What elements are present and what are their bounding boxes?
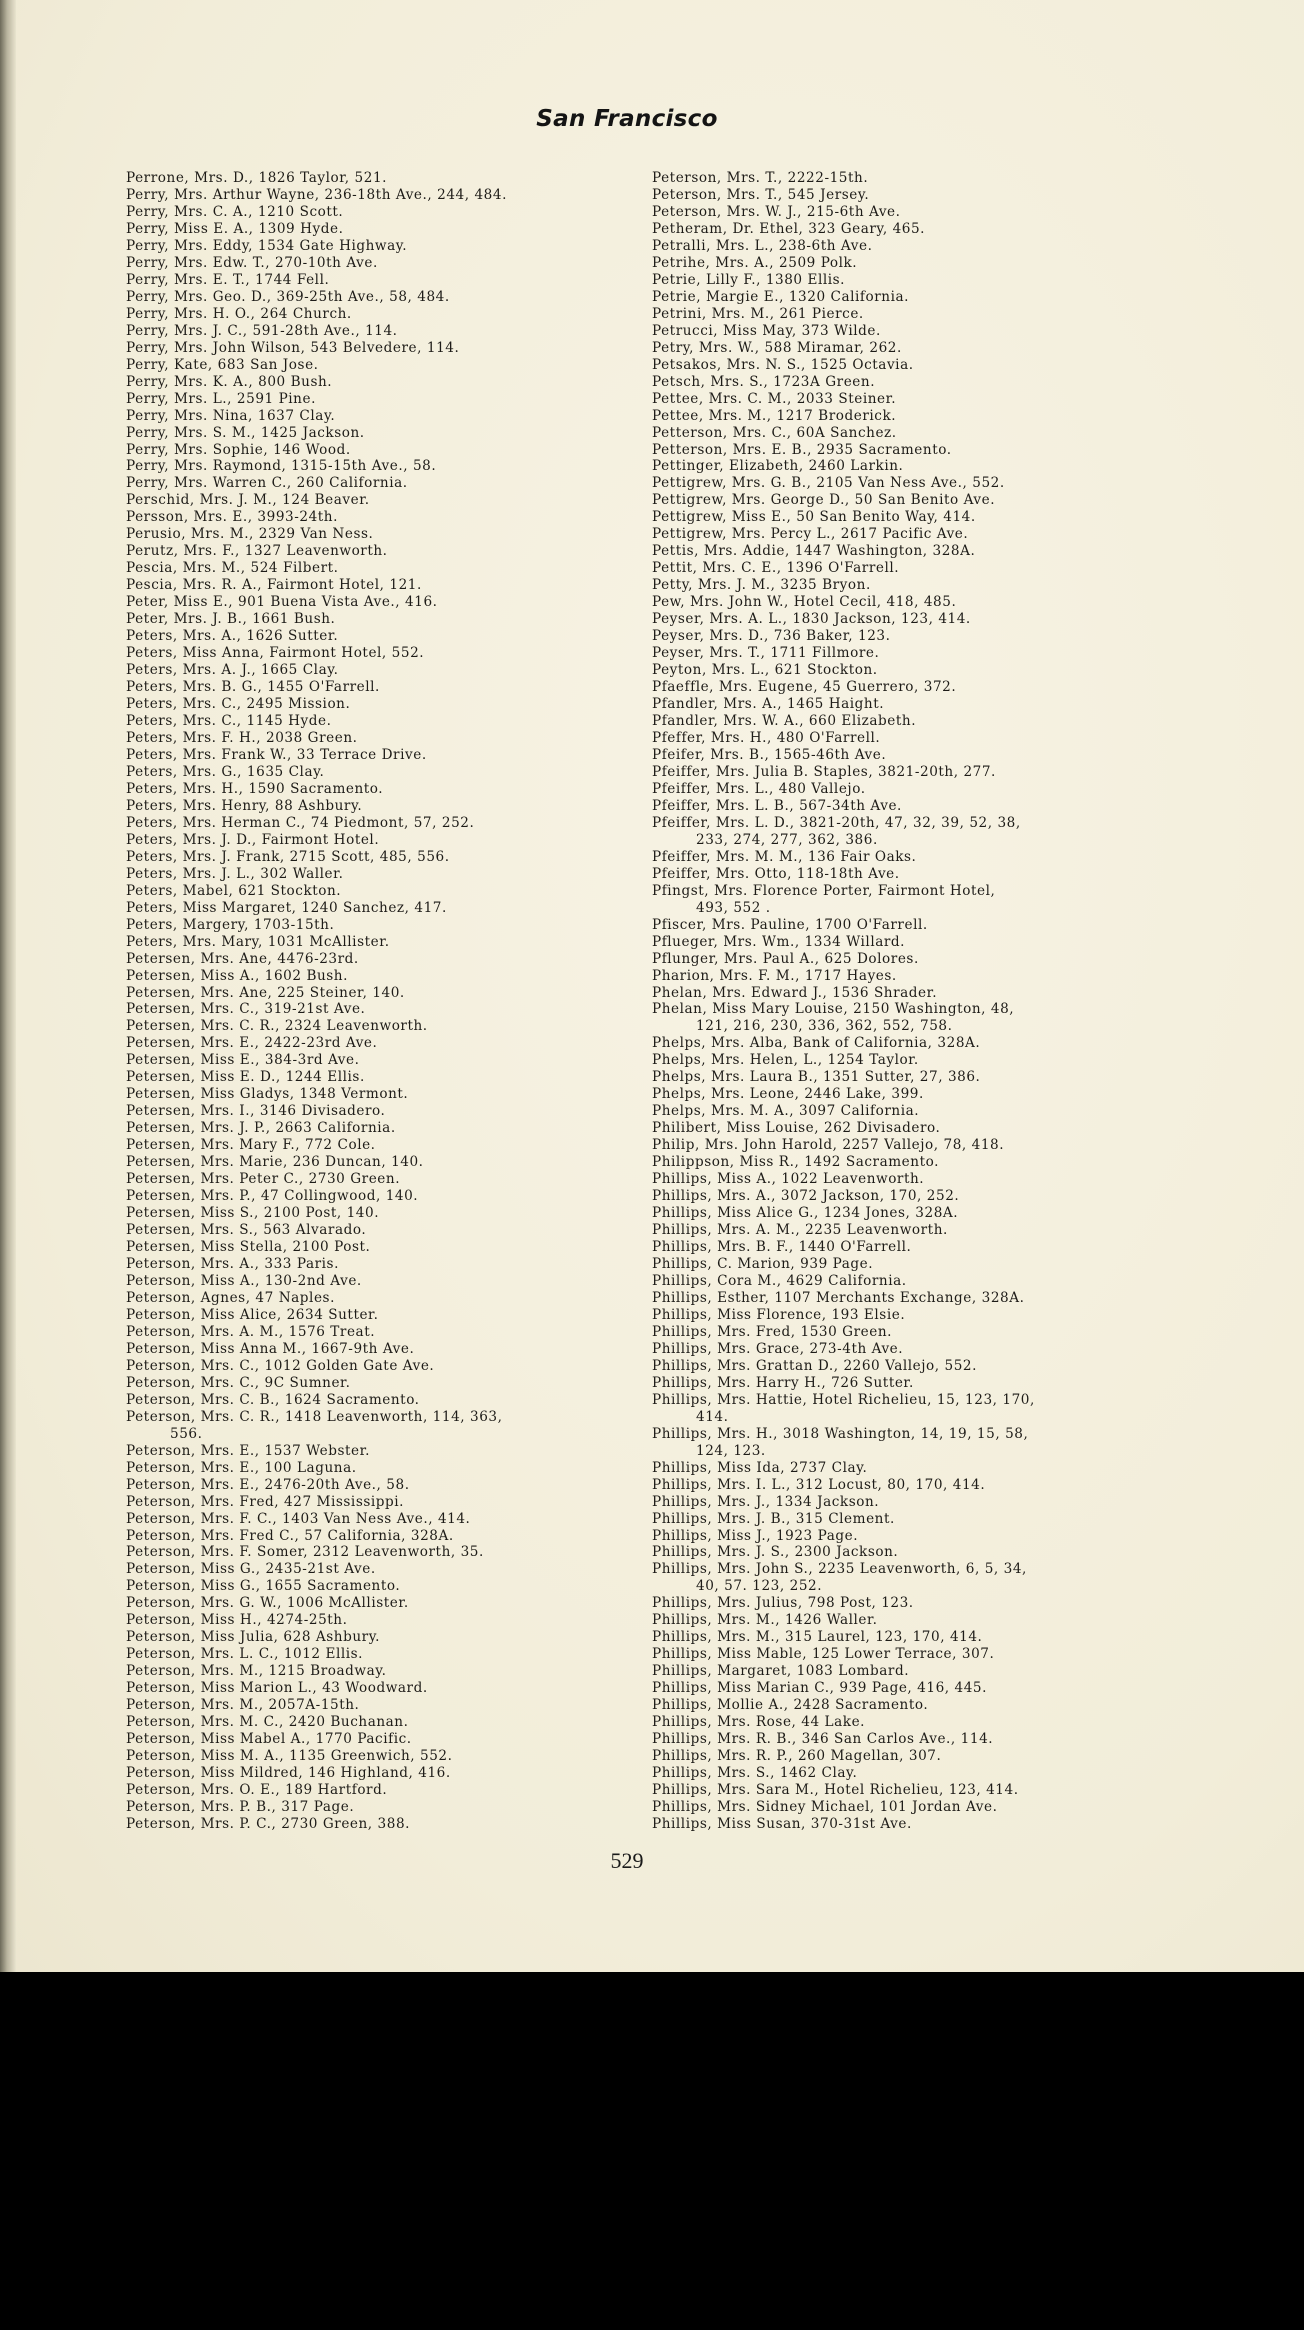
- directory-entry: Phillips, Miss Florence, 193 Elsie.: [652, 1306, 906, 1323]
- directory-entry: Petralli, Mrs. L., 238-6th Ave.: [652, 237, 873, 254]
- directory-entry: Peterson, Miss Anna M., 1667-9th Ave.: [126, 1340, 415, 1357]
- directory-entry: Peterson, Mrs. G. W., 1006 McAllister.: [126, 1595, 409, 1612]
- directory-entry: Perrone, Mrs. D., 1826 Taylor, 521.: [126, 170, 388, 186]
- directory-entry: Phillips, Mollie A., 2428 Sacramento.: [652, 1697, 929, 1714]
- directory-entry: Pettis, Mrs. Addie, 1447 Washington, 328A.: [652, 543, 976, 560]
- directory-entry: Petersen, Mrs. Ane, 225 Steiner, 140.: [126, 984, 405, 1001]
- directory-entry-continuation: 40, 57. 123, 252.: [696, 1578, 823, 1595]
- directory-entry: Phillips, Mrs. J. S., 2300 Jackson.: [652, 1544, 899, 1561]
- directory-entry: Pfeiffer, Mrs. L., 480 Vallejo.: [652, 780, 866, 797]
- directory-entry: Phillips, Mrs. Hattie, Hotel Richelieu, 15, 123, 170,: [652, 1391, 1035, 1408]
- directory-entry: Petersen, Miss A., 1602 Bush.: [126, 967, 348, 984]
- directory-entry: Perry, Mrs. Edw. T., 270-10th Ave.: [126, 254, 378, 271]
- directory-entry: Pettigrew, Miss E., 50 San Benito Way, 414.: [652, 509, 976, 526]
- directory-entry: Philippson, Miss R., 1492 Sacramento.: [652, 1154, 939, 1171]
- directory-entry: Peterson, Mrs. E., 2476-20th Ave., 58.: [126, 1476, 410, 1493]
- directory-entry: Peterson, Miss Alice, 2634 Sutter.: [126, 1306, 379, 1323]
- directory-entry: Pfeiffer, Mrs. Julia B. Staples, 3821-20th, 277.: [652, 763, 996, 780]
- directory-entry: Pfeifer, Mrs. B., 1565-46th Ave.: [652, 746, 887, 763]
- directory-entry: Perry, Mrs. Eddy, 1534 Gate Highway.: [126, 237, 408, 254]
- directory-entry: Perry, Mrs. Nina, 1637 Clay.: [126, 407, 336, 424]
- directory-entry: Pfandler, Mrs. A., 1465 Haight.: [652, 696, 885, 713]
- directory-entry: Pfingst, Mrs. Florence Porter, Fairmont Hotel,: [652, 882, 996, 899]
- directory-entry: Perschid, Mrs. J. M., 124 Beaver.: [126, 492, 370, 509]
- directory-entry: Peters, Mrs. J. Frank, 2715 Scott, 485, 556.: [126, 848, 450, 865]
- directory-entry: Phillips, Mrs. Harry H., 726 Sutter.: [652, 1374, 914, 1391]
- directory-entry: Perry, Kate, 683 San Jose.: [126, 356, 319, 373]
- directory-entry: Perry, Mrs. Warren C., 260 California.: [126, 475, 408, 492]
- directory-entry: Pescia, Mrs. R. A., Fairmont Hotel, 121.: [126, 577, 422, 594]
- directory-entry: Peterson, Miss Mildred, 146 Highland, 416.: [126, 1765, 451, 1782]
- directory-entry: Phillips, Mrs. M., 315 Laurel, 123, 170, 414.: [652, 1629, 983, 1646]
- directory-entry: Perry, Mrs. J. C., 591-28th Ave., 114.: [126, 322, 398, 339]
- directory-entry: Petersen, Mrs. Marie, 236 Duncan, 140.: [126, 1154, 424, 1171]
- directory-entry: Phillips, Mrs. Grattan D., 2260 Vallejo, 552.: [652, 1357, 977, 1374]
- directory-entry: Petrie, Margie E., 1320 California.: [652, 288, 910, 305]
- directory-entry: Pfeiffer, Mrs. M. M., 136 Fair Oaks.: [652, 848, 917, 865]
- directory-entry: Petterson, Mrs. C., 60A Sanchez.: [652, 424, 897, 441]
- directory-entry: Peterson, Mrs. T., 2222-15th.: [652, 170, 869, 186]
- directory-entry: Peters, Mrs. C., 1145 Hyde.: [126, 713, 332, 729]
- directory-entry: Pescia, Mrs. M., 524 Filbert.: [126, 560, 339, 577]
- directory-entry: Phillips, Miss Alice G., 1234 Jones, 328A.: [652, 1205, 959, 1222]
- directory-entry: Petersen, Mrs. C., 319-21st Ave.: [126, 1001, 366, 1018]
- directory-entry: Peterson, Mrs. T., 545 Jersey.: [652, 186, 870, 203]
- directory-entry: Pettee, Mrs. C. M., 2033 Steiner.: [652, 390, 897, 407]
- directory-entry: Peterson, Miss Julia, 628 Ashbury.: [126, 1629, 380, 1646]
- directory-entry: Petersen, Miss Gladys, 1348 Vermont.: [126, 1086, 409, 1103]
- page-title: San Francisco: [536, 106, 718, 132]
- directory-entry: Phillips, Mrs. J. B., 315 Clement.: [652, 1510, 895, 1527]
- directory-entry: Pfeffer, Mrs. H., 480 O'Farrell.: [652, 729, 881, 746]
- directory-entry: Petersen, Mrs. Mary F., 772 Cole.: [126, 1137, 376, 1154]
- directory-entry-continuation: 233, 274, 277, 362, 386.: [696, 831, 878, 848]
- directory-entry: Pew, Mrs. John W., Hotel Cecil, 418, 485.: [652, 594, 957, 611]
- directory-entry: Petersen, Miss E., 384-3rd Ave.: [126, 1052, 360, 1069]
- directory-entry: Petersen, Miss E. D., 1244 Ellis.: [126, 1069, 365, 1086]
- directory-entry: Pfeiffer, Mrs. Otto, 118-18th Ave.: [652, 865, 900, 882]
- directory-entry: Phillips, Miss Mable, 125 Lower Terrace, 307.: [652, 1646, 995, 1663]
- directory-entry: Petrini, Mrs. M., 261 Pierce.: [652, 305, 864, 322]
- directory-entry: Peterson, Mrs. C., 9C Sumner.: [126, 1374, 351, 1391]
- directory-entry: Peterson, Mrs. Fred C., 57 California, 328A.: [126, 1527, 454, 1544]
- directory-entry: Peters, Mrs. Herman C., 74 Piedmont, 57, 252.: [126, 814, 475, 831]
- directory-entry: Petheram, Dr. Ethel, 323 Geary, 465.: [652, 220, 926, 237]
- directory-entry: Perutz, Mrs. F., 1327 Leavenworth.: [126, 543, 388, 560]
- directory-entry: Peters, Mrs. H., 1590 Sacramento.: [126, 780, 384, 797]
- directory-entry: Perusio, Mrs. M., 2329 Van Ness.: [126, 526, 374, 543]
- directory-entry: Peterson, Mrs. M., 2057A-15th.: [126, 1697, 360, 1714]
- directory-entry: Phillips, Miss Ida, 2737 Clay.: [652, 1459, 868, 1476]
- directory-entry: Petersen, Mrs. C. R., 2324 Leavenworth.: [126, 1018, 428, 1035]
- directory-entry: Perry, Mrs. E. T., 1744 Fell.: [126, 271, 330, 288]
- directory-entry: Petersen, Miss S., 2100 Post, 140.: [126, 1205, 380, 1222]
- directory-entry: Phillips, Mrs. Fred, 1530 Green.: [652, 1323, 893, 1340]
- directory-entry: Petersen, Mrs. Ane, 4476-23rd.: [126, 950, 359, 967]
- directory-entry: Peterson, Mrs. C., 1012 Golden Gate Ave.: [126, 1357, 435, 1374]
- directory-entry: Pettigrew, Mrs. George D., 50 San Benito Ave.: [652, 492, 996, 509]
- directory-entry: Phelan, Mrs. Edward J., 1536 Shrader.: [652, 984, 938, 1001]
- directory-entry: Perry, Mrs. Raymond, 1315-15th Ave., 58.: [126, 458, 437, 475]
- directory-entry: Peterson, Miss A., 130-2nd Ave.: [126, 1272, 362, 1289]
- directory-entry: Phillips, Mrs. R. B., 346 San Carlos Ave., 114.: [652, 1731, 994, 1748]
- directory-entry: Peter, Miss E., 901 Buena Vista Ave., 416.: [126, 594, 438, 611]
- directory-entry: Petrucci, Miss May, 373 Wilde.: [652, 322, 881, 339]
- directory-entry: Peterson, Mrs. M., 1215 Broadway.: [126, 1663, 387, 1680]
- directory-entry: Peters, Miss Anna, Fairmont Hotel, 552.: [126, 645, 425, 662]
- directory-entry: Perry, Mrs. C. A., 1210 Scott.: [126, 203, 344, 220]
- directory-entry: Phillips, Miss J., 1923 Page.: [652, 1527, 859, 1544]
- directory-entry: Pflueger, Mrs. Wm., 1334 Willard.: [652, 933, 906, 950]
- directory-entry: Phillips, Mrs. Julius, 798 Post, 123.: [652, 1595, 914, 1612]
- directory-entry: Phelps, Mrs. Laura B., 1351 Sutter, 27, 386.: [652, 1069, 981, 1086]
- directory-entry: Phelps, Mrs. Leone, 2446 Lake, 399.: [652, 1086, 924, 1103]
- directory-entry: Peterson, Mrs. M. C., 2420 Buchanan.: [126, 1714, 409, 1731]
- directory-entry: Peters, Mabel, 621 Stockton.: [126, 882, 342, 899]
- directory-entry: Peters, Mrs. Frank W., 33 Terrace Drive.: [126, 746, 427, 763]
- directory-entry-continuation: 556.: [170, 1425, 203, 1442]
- directory-entry: Peters, Mrs. A. J., 1665 Clay.: [126, 662, 339, 679]
- directory-entry: Petersen, Mrs. E., 2422-23rd Ave.: [126, 1035, 378, 1052]
- directory-entry: Petersen, Miss Stella, 2100 Post.: [126, 1239, 371, 1256]
- directory-entry: Peterson, Mrs. A. M., 1576 Treat.: [126, 1323, 376, 1340]
- directory-entry-continuation: 124, 123.: [696, 1442, 766, 1459]
- directory-entry: Pfiscer, Mrs. Pauline, 1700 O'Farrell.: [652, 916, 928, 933]
- directory-entry: Phillips, Margaret, 1083 Lombard.: [652, 1663, 910, 1680]
- directory-entry: Peters, Mrs. J. L., 302 Waller.: [126, 865, 344, 882]
- directory-entry: Phillips, Mrs. H., 3018 Washington, 14, 19, 15, 58,: [652, 1425, 1029, 1442]
- directory-entry: Pharion, Mrs. F. M., 1717 Hayes.: [652, 967, 897, 984]
- directory-entry: Petsakos, Mrs. N. S., 1525 Octavia.: [652, 356, 914, 373]
- directory-entry: Peterson, Agnes, 47 Naples.: [126, 1289, 335, 1306]
- directory-entry: Peterson, Miss G., 1655 Sacramento.: [126, 1578, 401, 1595]
- directory-entry: Petrihe, Mrs. A., 2509 Polk.: [652, 254, 858, 271]
- directory-entry: Phillips, Mrs. R. P., 260 Magellan, 307.: [652, 1748, 942, 1765]
- directory-entry: Perry, Miss E. A., 1309 Hyde.: [126, 220, 344, 237]
- directory-entry: Peter, Mrs. J. B., 1661 Bush.: [126, 611, 336, 628]
- directory-entry: Phelps, Mrs. Helen, L., 1254 Taylor.: [652, 1052, 919, 1069]
- directory-entry: Peterson, Miss G., 2435-21st Ave.: [126, 1561, 376, 1578]
- directory-entry: Peterson, Mrs. L. C., 1012 Ellis.: [126, 1646, 364, 1663]
- directory-entry: Perry, Mrs. K. A., 800 Bush.: [126, 373, 333, 390]
- directory-entry: Peterson, Mrs. E., 100 Laguna.: [126, 1459, 357, 1476]
- directory-entry: Phillips, Mrs. B. F., 1440 O'Farrell.: [652, 1239, 912, 1256]
- directory-entry: Peterson, Mrs. F. C., 1403 Van Ness Ave., 414.: [126, 1510, 471, 1527]
- directory-entry: Phelps, Mrs. Alba, Bank of California, 328A.: [652, 1035, 981, 1052]
- directory-entry: Phillips, Cora M., 4629 California.: [652, 1272, 907, 1289]
- directory-entry: Phillips, Miss Marian C., 939 Page, 416, 445.: [652, 1680, 987, 1697]
- directory-entry-continuation: 121, 216, 230, 336, 362, 552, 758.: [696, 1018, 953, 1035]
- directory-entry-continuation: 493, 552 .: [696, 899, 771, 916]
- directory-entry: Peterson, Miss M. A., 1135 Greenwich, 552.: [126, 1748, 453, 1765]
- directory-entry: Peterson, Mrs. C. B., 1624 Sacramento.: [126, 1391, 420, 1408]
- directory-entry: Perry, Mrs. Geo. D., 369-25th Ave., 58, 484.: [126, 288, 450, 305]
- directory-entry: Perry, Mrs. Arthur Wayne, 236-18th Ave., 244, 484.: [126, 186, 507, 203]
- directory-entry: Phillips, Mrs. S., 1462 Clay.: [652, 1765, 858, 1782]
- directory-entry: Peters, Mrs. J. D., Fairmont Hotel.: [126, 831, 380, 848]
- right-column: [652, 170, 1035, 1833]
- directory-entry: Peterson, Miss Mabel A., 1770 Pacific.: [126, 1731, 412, 1748]
- directory-entry: Persson, Mrs. E., 3993-24th.: [126, 509, 338, 526]
- left-column: [126, 170, 507, 1833]
- directory-entry: Peters, Mrs. G., 1635 Clay.: [126, 763, 325, 780]
- directory-entry: Perry, Mrs. L., 2591 Pine.: [126, 390, 316, 407]
- directory-entry: Phillips, C. Marion, 939 Page.: [652, 1256, 874, 1272]
- directory-entry-continuation: 414.: [696, 1408, 729, 1425]
- directory-entry: Petersen, Mrs. S., 563 Alvarado.: [126, 1222, 367, 1239]
- directory-entry: Peterson, Mrs. O. E., 189 Hartford.: [126, 1782, 388, 1799]
- directory-entry: Phillips, Esther, 1107 Merchants Exchange, 328A.: [652, 1289, 1025, 1306]
- directory-entry: Peterson, Mrs. F. Somer, 2312 Leavenworth, 35.: [126, 1544, 484, 1561]
- directory-entry: Peyton, Mrs. L., 621 Stockton.: [652, 662, 878, 679]
- directory-entry: Phillips, Mrs. Sidney Michael, 101 Jordan Ave.: [652, 1799, 998, 1815]
- directory-entry: Pfaeffle, Mrs. Eugene, 45 Guerrero, 372.: [652, 679, 957, 696]
- directory-entry: Petterson, Mrs. E. B., 2935 Sacramento.: [652, 441, 952, 458]
- directory-entry: Phillips, Mrs. I. L., 312 Locust, 80, 170, 414.: [652, 1476, 986, 1493]
- directory-entry: Perry, Mrs. John Wilson, 543 Belvedere, 114.: [126, 339, 460, 356]
- directory-entry: Phillips, Miss A., 1022 Leavenworth.: [652, 1171, 925, 1188]
- directory-entry: Peterson, Mrs. C. R., 1418 Leavenworth, 114, 363,: [126, 1408, 503, 1425]
- directory-entry: Pfeiffer, Mrs. L. D., 3821-20th, 47, 32, 39, 52, 38,: [652, 814, 1021, 831]
- directory-entry: Phillips, Mrs. Sara M., Hotel Richelieu, 123, 414.: [652, 1782, 1019, 1799]
- directory-entry: Peters, Mrs. B. G., 1455 O'Farrell.: [126, 679, 380, 696]
- directory-entry: Peterson, Mrs. A., 333 Paris.: [126, 1256, 339, 1272]
- directory-entry: Perry, Mrs. H. O., 264 Church.: [126, 305, 352, 322]
- page-number: 529: [610, 1848, 644, 1873]
- directory-entry: Phillips, Mrs. Grace, 273-4th Ave.: [652, 1340, 904, 1357]
- directory-entry: Phillips, Mrs. Rose, 44 Lake.: [652, 1714, 866, 1731]
- directory-entry: Petersen, Mrs. Peter C., 2730 Green.: [126, 1171, 401, 1188]
- directory-entry: Peters, Mrs. A., 1626 Sutter.: [126, 628, 339, 645]
- directory-entry: Petersen, Mrs. I., 3146 Divisadero.: [126, 1103, 386, 1120]
- directory-entry: Pflunger, Mrs. Paul A., 625 Dolores.: [652, 950, 919, 967]
- directory-entry: Peterson, Mrs. Fred, 427 Mississippi.: [126, 1493, 405, 1510]
- directory-entry: Phillips, Mrs. A. M., 2235 Leavenworth.: [652, 1222, 948, 1239]
- directory-entry: Peters, Mrs. Henry, 88 Ashbury.: [126, 797, 363, 814]
- directory-entry: Petty, Mrs. J. M., 3235 Bryon.: [652, 577, 871, 594]
- directory-entry: Petry, Mrs. W., 588 Miramar, 262.: [652, 339, 902, 356]
- directory-entry: Pettigrew, Mrs. Percy L., 2617 Pacific Ave.: [652, 526, 969, 543]
- directory-entry: Pfandler, Mrs. W. A., 660 Elizabeth.: [652, 713, 917, 729]
- directory-entry: Peters, Miss Margaret, 1240 Sanchez, 417.: [126, 899, 447, 916]
- directory-entry: Philip, Mrs. John Harold, 2257 Vallejo, 78, 418.: [652, 1137, 1005, 1154]
- directory-entry: Peters, Mrs. Mary, 1031 McAllister.: [126, 933, 390, 950]
- directory-entry: Peterson, Mrs. W. J., 215-6th Ave.: [652, 203, 901, 220]
- book-binding-shadow: [0, 0, 16, 1972]
- directory-entry: Phillips, Mrs. John S., 2235 Leavenworth, 6, 5, 34,: [652, 1561, 1027, 1578]
- directory-entry: Petrie, Lilly F., 1380 Ellis.: [652, 271, 846, 288]
- directory-entry: Pettee, Mrs. M., 1217 Broderick.: [652, 407, 897, 424]
- directory-entry: Pfeiffer, Mrs. L. B., 567-34th Ave.: [652, 797, 902, 814]
- directory-entry: Pettigrew, Mrs. G. B., 2105 Van Ness Ave., 552.: [652, 475, 1005, 492]
- directory-entry: Philibert, Miss Louise, 262 Divisadero.: [652, 1120, 941, 1137]
- directory-entry: Peterson, Mrs. E., 1537 Webster.: [126, 1442, 370, 1459]
- directory-entry: Pettinger, Elizabeth, 2460 Larkin.: [652, 458, 904, 475]
- directory-entry: Peterson, Mrs. P. C., 2730 Green, 388.: [126, 1815, 411, 1832]
- directory-entry: Peterson, Mrs. P. B., 317 Page.: [126, 1799, 355, 1815]
- directory-entry: Peters, Mrs. C., 2495 Mission.: [126, 696, 351, 713]
- directory-entry: Phillips, Mrs. J., 1334 Jackson.: [652, 1493, 880, 1510]
- directory-entry: Peterson, Miss H., 4274-25th.: [126, 1612, 348, 1629]
- directory-entry: Peters, Margery, 1703-15th.: [126, 916, 335, 933]
- directory-entry: Peters, Mrs. F. H., 2038 Green.: [126, 729, 358, 746]
- directory-entry: Pettit, Mrs. C. E., 1396 O'Farrell.: [652, 560, 900, 577]
- directory-entry: Perry, Mrs. S. M., 1425 Jackson.: [126, 424, 365, 441]
- directory-entry: Peyser, Mrs. T., 1711 Fillmore.: [652, 645, 880, 662]
- directory-entry: Petersen, Mrs. P., 47 Collingwood, 140.: [126, 1188, 419, 1205]
- directory-entry: Phelps, Mrs. M. A., 3097 California.: [652, 1103, 920, 1120]
- directory-entry: Peyser, Mrs. A. L., 1830 Jackson, 123, 414.: [652, 611, 971, 628]
- directory-entry: Petersen, Mrs. J. P., 2663 California.: [126, 1120, 396, 1137]
- directory-entry: Perry, Mrs. Sophie, 146 Wood.: [126, 441, 351, 458]
- directory-entry: Petsch, Mrs. S., 1723A Green.: [652, 373, 876, 390]
- directory-entry: Peterson, Miss Marion L., 43 Woodward.: [126, 1680, 428, 1697]
- directory-entry: Peyser, Mrs. D., 736 Baker, 123.: [652, 628, 891, 645]
- directory-entry: Phillips, Mrs. A., 3072 Jackson, 170, 252.: [652, 1188, 960, 1205]
- directory-entry: Phelan, Miss Mary Louise, 2150 Washington, 48,: [652, 1001, 1015, 1018]
- directory-entry: Phillips, Miss Susan, 370-31st Ave.: [652, 1815, 912, 1832]
- directory-entry: Phillips, Mrs. M., 1426 Waller.: [652, 1612, 878, 1629]
